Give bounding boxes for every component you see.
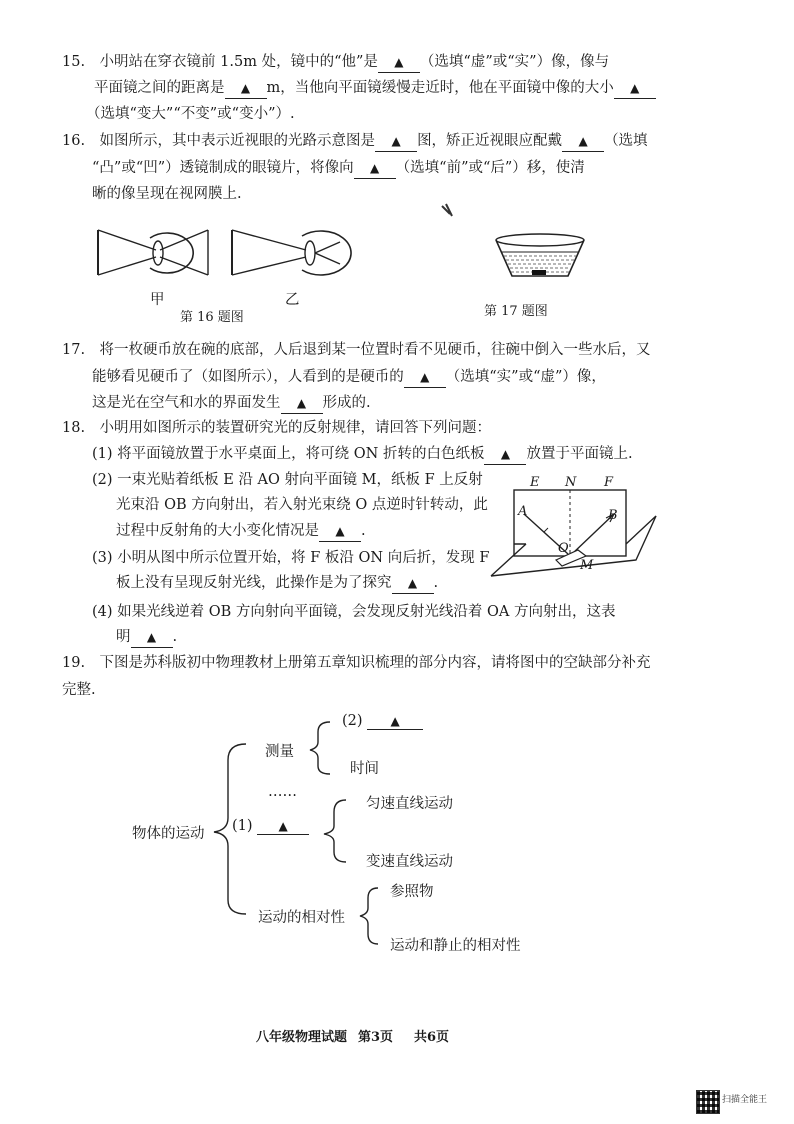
q15-line-3: （选填“变大”“不变”或“变小”）. <box>86 106 295 122</box>
q16-line-1: 16. 如图所示，其中表示近视眼的光路示意图是 ▲ 图，矫正近视眼应配戴 ▲ （选填 <box>62 131 648 152</box>
q15-blank-3[interactable]: ▲ <box>614 78 656 99</box>
q18-part-3b: 板上没有呈现反射光线，此操作是为了探究 ▲ . <box>116 573 438 594</box>
fig18-label-F: F <box>604 475 614 490</box>
tree-relative: 运动和静止的相对性 <box>390 938 521 954</box>
q16-blank-2[interactable]: ▲ <box>562 131 604 152</box>
q17-blank-2[interactable]: ▲ <box>281 393 323 414</box>
tree-relativity: 运动的相对性 <box>258 910 345 926</box>
tree-measure: 测量 <box>265 744 294 760</box>
q18-part-3a: (3) 小明从图中所示位置开始，将 F 板沿 ON 向后折，发现 F <box>92 550 490 566</box>
q18-blank-1[interactable]: ▲ <box>484 444 526 465</box>
tree-dots: …… <box>268 784 297 800</box>
q18-part-2b: 光束沿 OB 方向射出，若入射光束绕 O 点逆时针转动，此 <box>116 497 488 513</box>
caption-fig17: 第 17 题图 <box>484 304 548 319</box>
q15-blank-2[interactable]: ▲ <box>225 78 267 99</box>
scanner-stamp <box>696 1090 788 1116</box>
scanner-stamp-text: 扫描全能王 <box>722 1095 768 1105</box>
tree-time: 时间 <box>350 761 379 777</box>
tree-measure-item2-blank[interactable]: ▲ <box>367 713 423 730</box>
q17-blank-1[interactable]: ▲ <box>404 367 446 388</box>
footer-page: 第3页 <box>358 1030 394 1045</box>
q17-line-3: 这是光在空气和水的界面发生 ▲ 形成的. <box>92 393 371 414</box>
q15-line-1: 15. 小明站在穿衣镜前 1.5m 处，镜中的“他”是 ▲ （选填“虚”或“实”）像，像与 <box>62 52 609 73</box>
fig18-label-N: N <box>565 475 577 490</box>
tree-measure-item2-number: (2) ▲ <box>342 713 423 730</box>
fig18-label-O: O <box>558 541 569 556</box>
q15-line-2: 平面镜之间的距离是 ▲ m，当他向平面镜缓慢走近时，他在平面镜中像的大小 ▲ <box>94 78 656 99</box>
q18-intro: 18. 小明用如图所示的装置研究光的反射规律，请回答下列问题： <box>62 420 492 436</box>
q16-line-3: 晰的像呈现在视网膜上. <box>92 186 242 202</box>
tree-item1: (1) ▲ <box>232 818 309 835</box>
q19-line-2: 完整. <box>62 682 96 698</box>
q16-line-2: “凸”或“凹”）透镜制成的眼镜片，将像向 ▲ （选填“前”或“后”）移，使清 <box>92 158 585 179</box>
label-yi: 乙 <box>285 292 300 308</box>
tree-item1-blank[interactable]: ▲ <box>257 818 309 835</box>
q19-line-1: 19. 下图是苏科版初中物理教材上册第五章知识梳理的部分内容，请将图中的空缺部分补充 <box>62 655 651 671</box>
qr-code-icon <box>696 1090 720 1114</box>
q15-blank-1[interactable]: ▲ <box>378 52 420 73</box>
label-jia: 甲 <box>150 292 165 308</box>
q18-blank-4[interactable]: ▲ <box>131 627 173 648</box>
fig18-label-M: M <box>580 558 594 573</box>
fig18-label-B: B <box>608 508 618 523</box>
fig18-label-A: A <box>518 504 528 519</box>
q18-part-1: (1) 将平面镜放置于水平桌面上，将可绕 ON 折转的白色纸板 ▲ 放置于平面镜上. <box>92 444 633 465</box>
q16-blank-3[interactable]: ▲ <box>354 158 396 179</box>
q16-blank-1[interactable]: ▲ <box>375 131 417 152</box>
caption-fig16: 第 16 题图 <box>180 310 244 325</box>
q17-line-2: 能够看见硬币了（如图所示），人看到的是硬币的 ▲ （选填“实”或“虚”）像， <box>92 367 606 388</box>
fig18-label-E: E <box>530 475 540 490</box>
q18-part-4b: 明 ▲ . <box>116 627 177 648</box>
footer-subject: 八年级物理试题 <box>256 1030 348 1045</box>
tree-variable: 变速直线运动 <box>366 854 453 870</box>
q17-line-1: 17. 将一枚硬币放在碗的底部，人后退到某一位置时看不见硬币，往碗中倒入一些水后，又 <box>62 342 651 358</box>
q18-part-2a: (2) 一束光贴着纸板 E 沿 AO 射向平面镜 M，纸板 F 上反射 <box>92 472 483 488</box>
q18-part-4a: (4) 如果光线逆着 OB 方向射向平面镜，会发现反射光线沿着 OA 方向射出，这表 <box>92 604 616 620</box>
q18-blank-2[interactable]: ▲ <box>319 521 361 542</box>
q18-part-2c: 过程中反射角的大小变化情况是 ▲ . <box>116 521 366 542</box>
tree-reference: 参照物 <box>390 884 434 900</box>
tree-uniform: 匀速直线运动 <box>366 796 453 812</box>
q18-blank-3[interactable]: ▲ <box>392 573 434 594</box>
tree-root: 物体的运动 <box>132 826 205 842</box>
footer-total: 共6页 <box>414 1030 450 1045</box>
